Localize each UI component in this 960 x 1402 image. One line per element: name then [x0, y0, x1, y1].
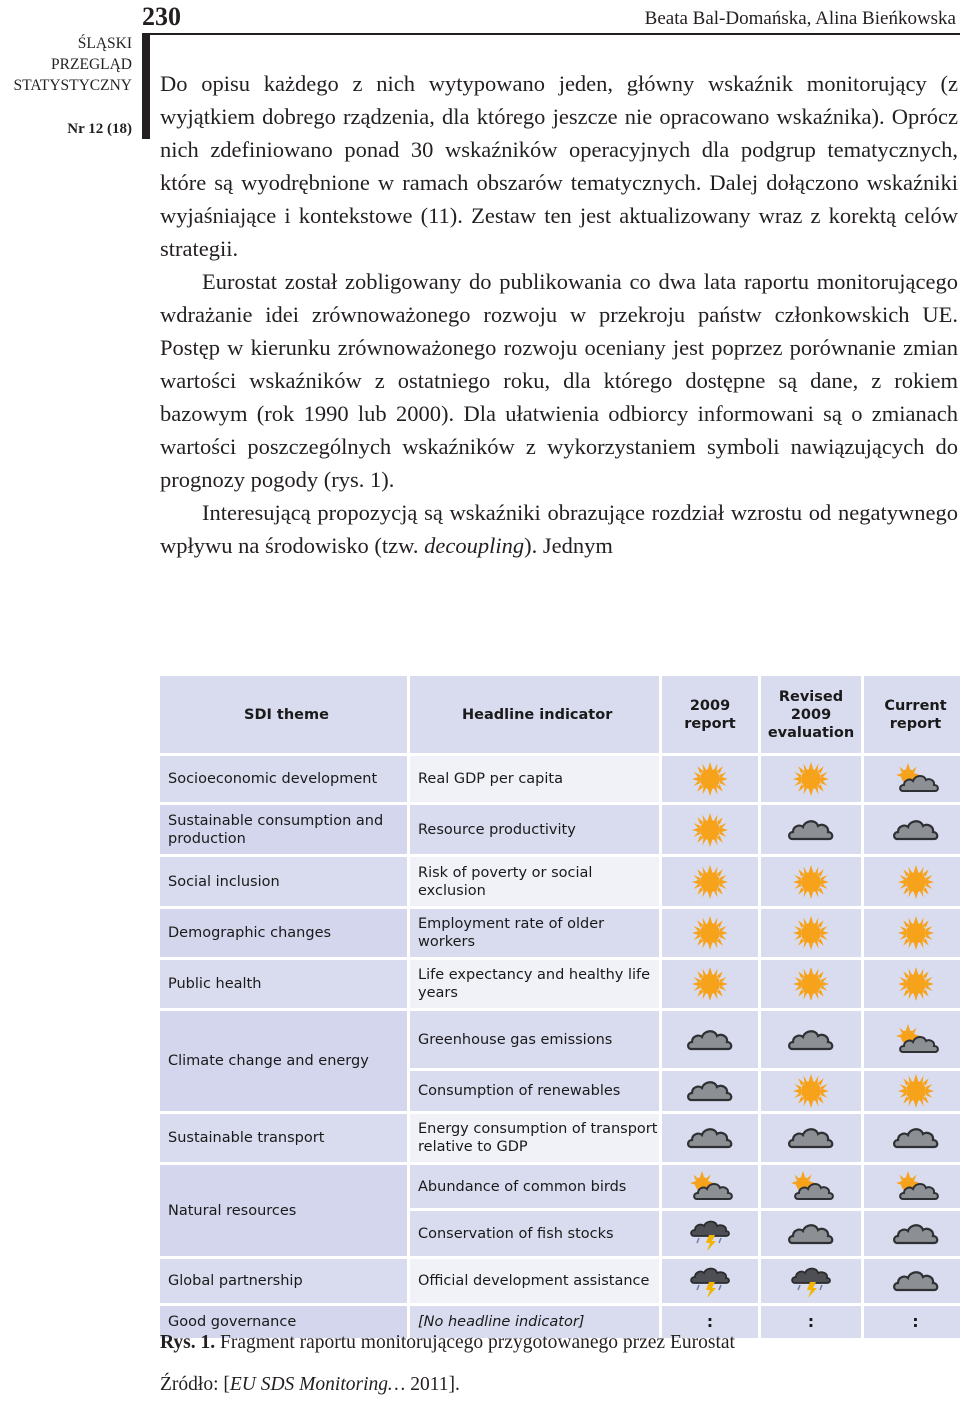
sun-cloud-icon: [891, 1022, 941, 1058]
sdi-theme-cell: Sustainable transport: [160, 1114, 407, 1162]
column-header-theme: SDI theme: [160, 676, 407, 753]
journal-name-line: STATYSTYCZNY: [13, 77, 132, 94]
assessment-cell: [864, 1259, 960, 1303]
assessment-cell: [662, 1259, 758, 1303]
journal-name: [0, 33, 132, 96]
assessment-cell: [864, 1071, 960, 1111]
assessment-cell: [662, 756, 758, 802]
sun-icon: [786, 1073, 836, 1109]
assessment-cell: [662, 1114, 758, 1162]
storm-icon: [685, 1216, 735, 1252]
table-row: [160, 756, 960, 802]
headline-indicator-cell: Real GDP per capita: [410, 756, 659, 802]
assessment-not-available: [864, 1306, 960, 1338]
assessment-cell: [864, 857, 960, 906]
sdi-theme-cell: Global partnership: [160, 1259, 407, 1303]
paragraph: [160, 496, 958, 562]
table-row: [160, 909, 960, 957]
headline-indicator-cell: Conservation of fish stocks: [410, 1211, 659, 1256]
headline-indicator-cell: Employment rate of older workers: [410, 909, 659, 957]
sun-icon: [685, 761, 735, 797]
assessment-cell: [662, 1211, 758, 1256]
storm-icon: [685, 1263, 735, 1299]
sun-icon: [786, 864, 836, 900]
column-header-revised: Revised 2009 evaluation: [761, 676, 861, 753]
sun-icon: [786, 966, 836, 1002]
cloud-icon: [786, 812, 836, 848]
assessment-cell: [864, 960, 960, 1008]
sun-icon: [891, 915, 941, 951]
paragraph-text: Interesującą propozycją są wskaźniki obrazujące rozdział wzrostu od negatywnego wpływu na środowisko (tzw.: [160, 500, 958, 558]
cloud-icon: [891, 1120, 941, 1156]
headline-indicator-cell: Energy consumption of transport relative to GDP: [410, 1114, 659, 1162]
assessment-cell: [662, 1165, 758, 1208]
page-number: 230: [142, 2, 181, 31]
assessment-cell: [662, 1011, 758, 1068]
running-header-authors: Beata Bal-Domańska, Alina Bieńkowska: [644, 8, 956, 29]
assessment-cell: [662, 805, 758, 854]
assessment-cell: [864, 1011, 960, 1068]
assessment-cell: [662, 909, 758, 957]
sun-icon: [786, 915, 836, 951]
column-header-current: Current report: [864, 676, 960, 753]
headline-indicator-cell: Official development assistance: [410, 1259, 659, 1303]
sun-cloud-icon: [786, 1169, 836, 1205]
assessment-cell: [761, 1071, 861, 1111]
assessment-cell: [761, 1011, 861, 1068]
assessment-cell: [761, 1165, 861, 1208]
cloud-icon: [685, 1073, 735, 1109]
headline-indicator-cell: Abundance of common birds: [410, 1165, 659, 1208]
assessment-cell: [761, 909, 861, 957]
sdi-theme-cell: Good governance: [160, 1306, 407, 1338]
cloud-icon: [891, 1216, 941, 1252]
column-header-2009: 2009 report: [662, 676, 758, 753]
sdi-theme-cell: Natural resources: [160, 1165, 407, 1256]
source-prefix: Źródło: [: [160, 1374, 230, 1395]
sun-cloud-icon: [685, 1169, 735, 1205]
sun-icon: [891, 966, 941, 1002]
sun-icon: [891, 1073, 941, 1109]
paragraph: Do opisu każdego z nich wytypowano jeden, główny wskaźnik monitorujący (z wyjątkiem dobrego rządzenia, dla którego jeszcze nie opracowano wskaźnika). Oprócz nich zdefiniowano ponad 30 wskaźników operacyjnych dla podgrup tematycznych, które są wyodrębnione w ramach obszarów tematycznych. Dalej dołączono wskaźniki wyjaśniające i kontekstowe (11). Zestaw ten jest aktualizowany wraz z korektą celów strategii.: [160, 71, 958, 261]
sun-cloud-icon: [891, 761, 941, 797]
cloud-icon: [786, 1120, 836, 1156]
table-row: [160, 805, 960, 854]
cloud-icon: [891, 812, 941, 848]
assessment-cell: [864, 1114, 960, 1162]
assessment-cell: [662, 1071, 758, 1111]
journal-name-line: PRZEGLĄD: [51, 56, 132, 73]
sun-icon: [685, 915, 735, 951]
sun-icon: [786, 761, 836, 797]
cloud-icon: [891, 1263, 941, 1299]
assessment-cell: [761, 756, 861, 802]
assessment-cell: [864, 805, 960, 854]
sun-icon: [685, 864, 735, 900]
storm-icon: [786, 1263, 836, 1299]
figure-source: [160, 1374, 460, 1396]
assessment-cell: [761, 1259, 861, 1303]
sun-icon: [891, 864, 941, 900]
assessment-cell: [761, 1211, 861, 1256]
headline-indicator-cell: Risk of poverty or social exclusion: [410, 857, 659, 906]
side-bar: [142, 33, 150, 139]
journal-name-line: ŚLĄSKI: [77, 35, 132, 52]
headline-indicator-cell: Consumption of renewables: [410, 1071, 659, 1111]
assessment-not-available: [761, 1306, 861, 1338]
cloud-icon: [786, 1216, 836, 1252]
source-title: EU SDS Monitoring…: [229, 1374, 406, 1395]
emphasized-term: decoupling: [424, 533, 525, 558]
assessment-cell: [864, 909, 960, 957]
table-row: [160, 1114, 960, 1162]
assessment-cell: [864, 1211, 960, 1256]
assessment-cell: [864, 1165, 960, 1208]
sdi-table-body: [160, 756, 960, 1338]
assessment-cell: [662, 960, 758, 1008]
table-row: [160, 1165, 960, 1208]
assessment-cell: [864, 756, 960, 802]
sun-icon: [685, 812, 735, 848]
assessment-cell: [761, 1114, 861, 1162]
not-available-mark: :: [706, 1311, 714, 1331]
table-row: [160, 1259, 960, 1303]
header-rule: [142, 33, 960, 35]
not-available-mark: :: [807, 1311, 815, 1331]
cloud-icon: [685, 1022, 735, 1058]
table-row: [160, 960, 960, 1008]
cloud-icon: [786, 1022, 836, 1058]
source-suffix: 2011].: [405, 1374, 460, 1395]
assessment-cell: [761, 857, 861, 906]
paragraph-text: ). Jednym: [524, 533, 613, 558]
sdi-theme-cell: Public health: [160, 960, 407, 1008]
sdi-theme-cell: Social inclusion: [160, 857, 407, 906]
sdi-theme-cell: Sustainable consumption and production: [160, 805, 407, 854]
not-available-mark: :: [912, 1311, 919, 1331]
journal-issue: Nr 12 (18): [67, 121, 132, 137]
sdi-theme-cell: Demographic changes: [160, 909, 407, 957]
paragraph: Eurostat został zobligowany do publikowania co dwa lata raportu monitorującego wdrażanie idei zrównoważonego rozwoju w przekroju państw członkowskich UE. Postęp w kierunku zrównoważonego rozwoju oceniany jest poprzez porównanie zmian wartości wskaźników z ostatniego roku, dla którego dostępne są dane, z rokiem bazowym (rok 1990 lub 2000). Dla ułatwienia odbiorcy informowani są o zmianach wartości poszczególnych wskaźników z wykorzystaniem symboli nawiązujących do prognozy pogody (rys. 1).: [160, 269, 958, 492]
assessment-cell: [761, 960, 861, 1008]
body-text: [160, 67, 958, 562]
figure-sdi-table: [160, 676, 955, 1331]
assessment-cell: [662, 857, 758, 906]
headline-indicator-cell: Life expectancy and healthy life years: [410, 960, 659, 1008]
sdi-theme-cell: Socioeconomic development: [160, 756, 407, 802]
column-header-indicator: Headline indicator: [410, 676, 659, 753]
sdi-theme-cell: Climate change and energy: [160, 1011, 407, 1111]
caption-label: Rys. 1.: [160, 1332, 216, 1353]
cloud-icon: [685, 1120, 735, 1156]
assessment-cell: [761, 805, 861, 854]
table-row: [160, 1011, 960, 1068]
headline-indicator-cell: Resource productivity: [410, 805, 659, 854]
sun-cloud-icon: [891, 1169, 941, 1205]
sdi-table: [157, 673, 960, 1341]
headline-indicator-cell: Greenhouse gas emissions: [410, 1011, 659, 1068]
sun-icon: [685, 966, 735, 1002]
caption-text: Fragment raportu monitorującego przygotowanego przez Eurostat: [215, 1332, 735, 1353]
table-row: [160, 857, 960, 906]
headline-indicator-cell: [No headline indicator]: [410, 1306, 659, 1338]
figure-caption: [160, 1332, 735, 1354]
